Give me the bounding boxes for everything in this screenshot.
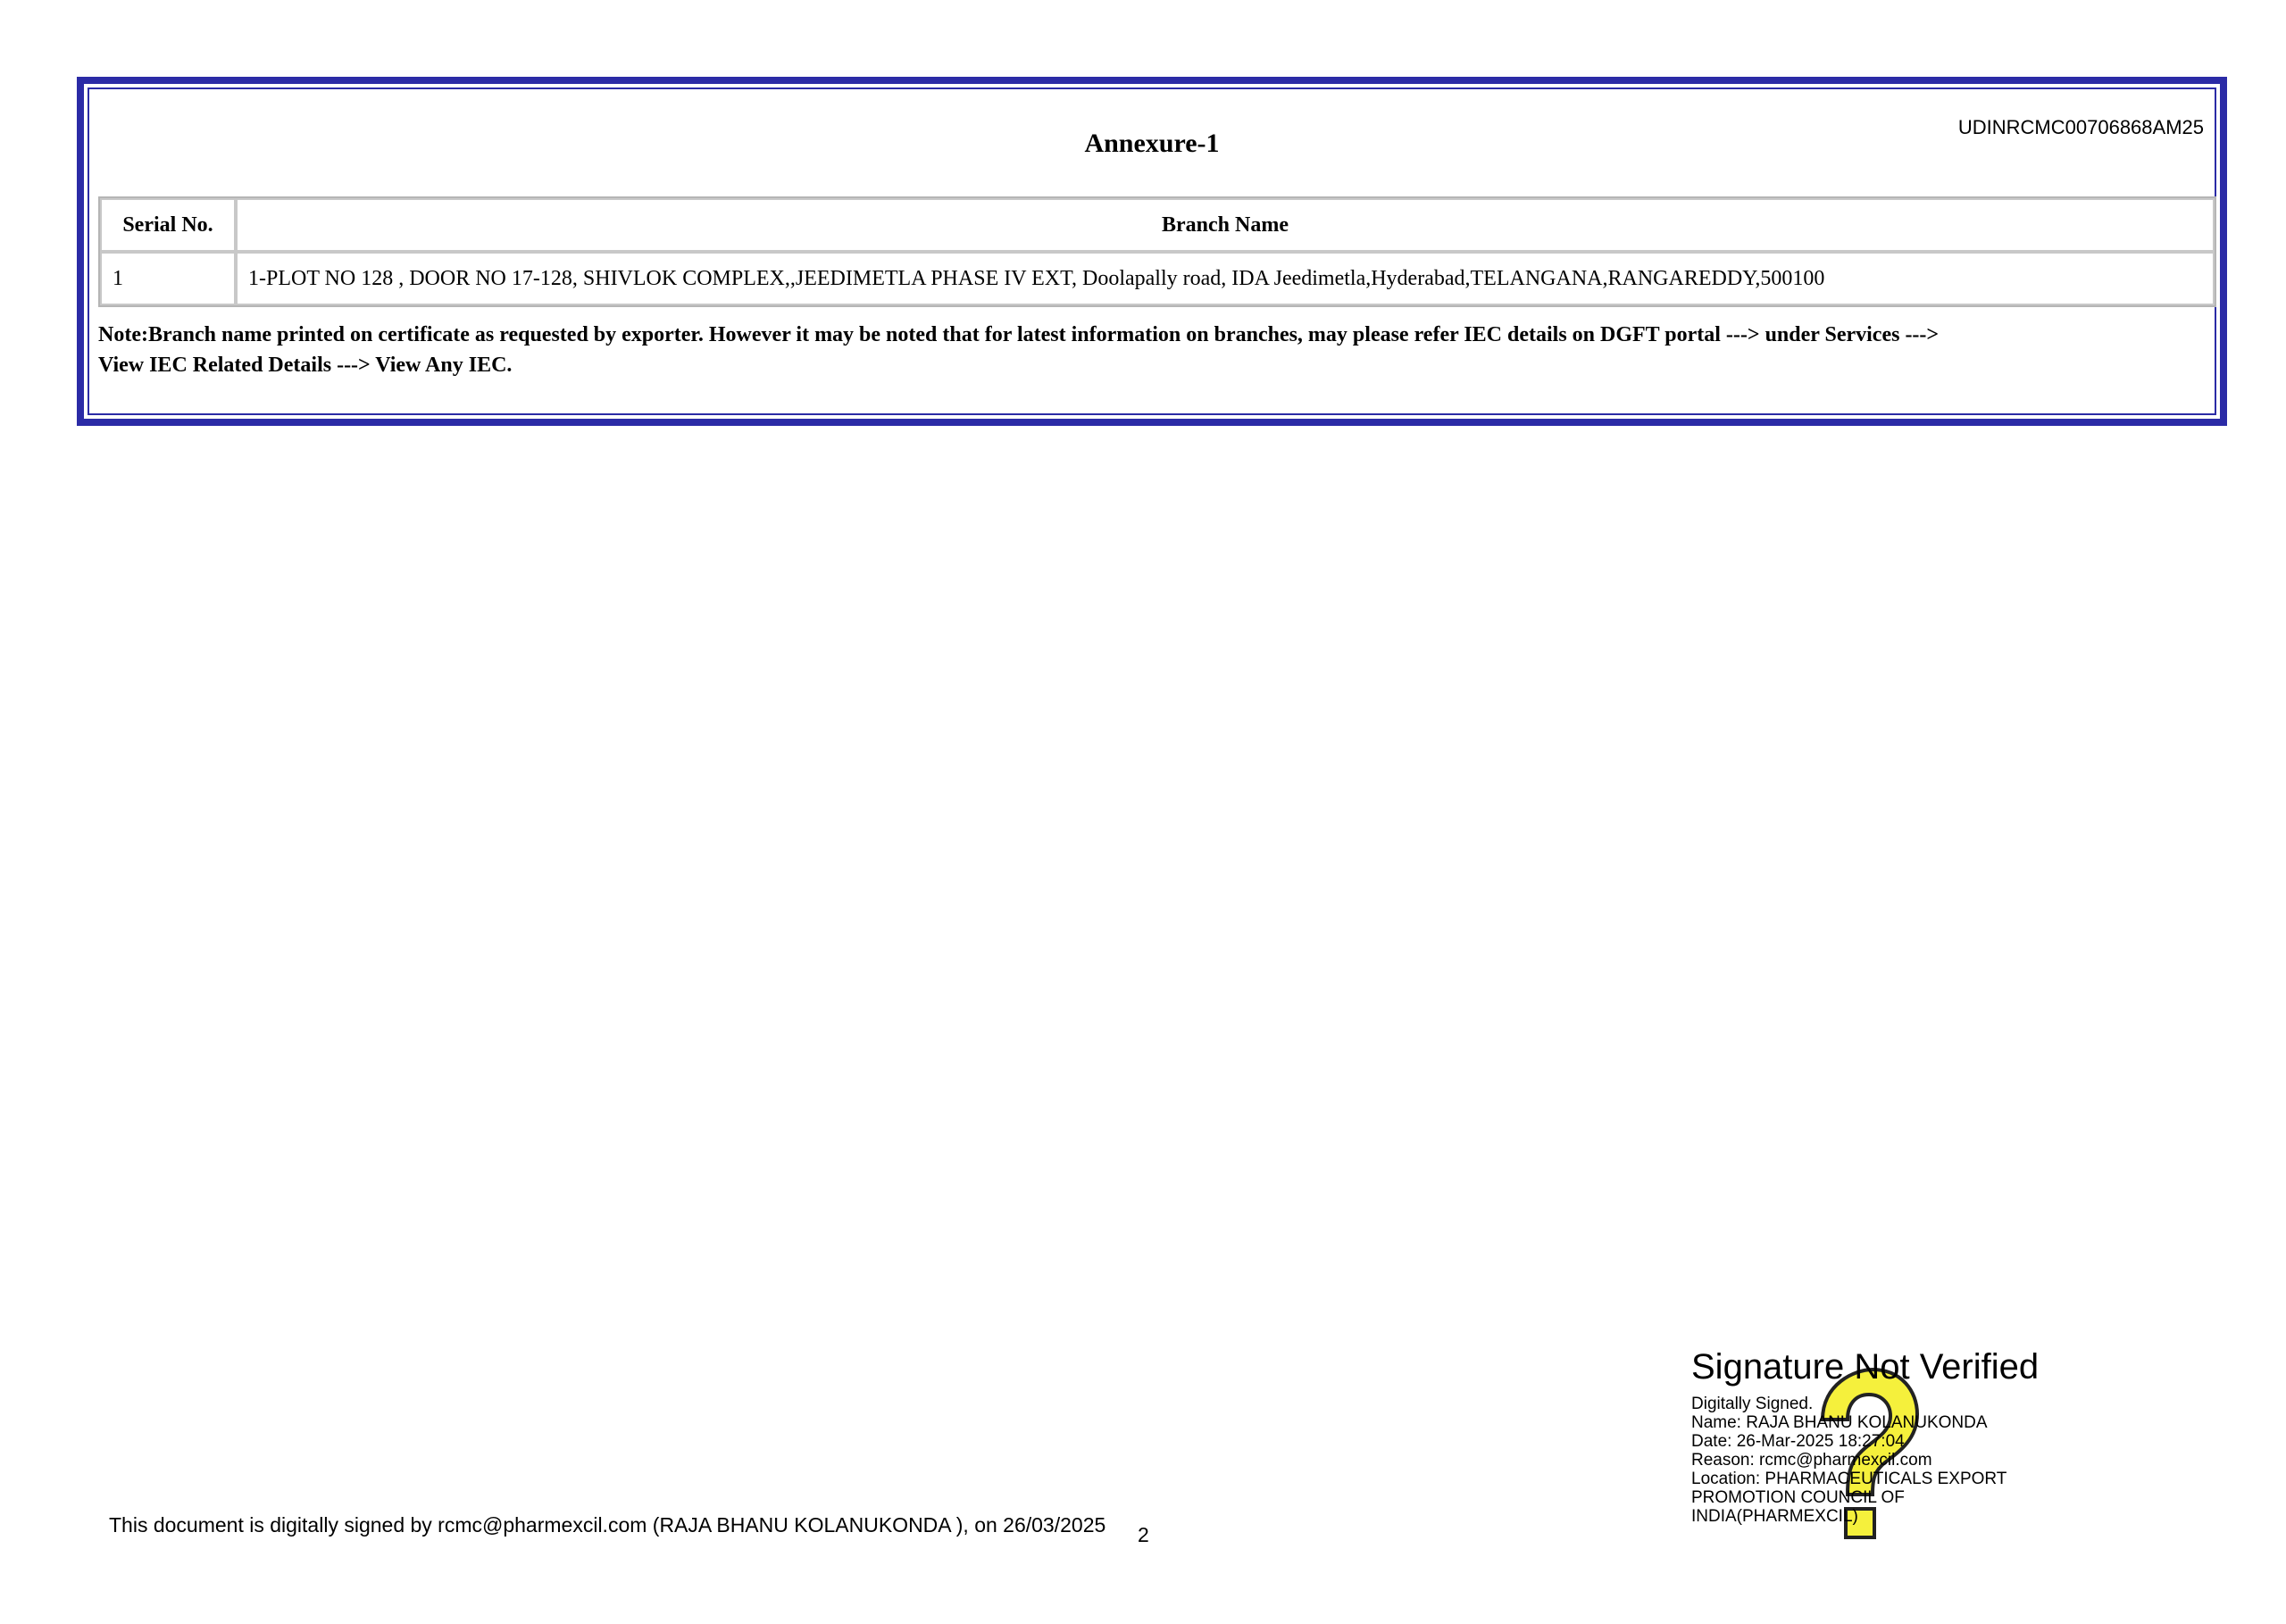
signature-status: Signature Not Verified <box>1691 1347 2040 1387</box>
annexure-frame-inner <box>88 87 2216 415</box>
cell-branch-name: 1-PLOT NO 128 , DOOR NO 17-128, SHIVLOK COMPLEX,,JEEDIMETLA PHASE IV EXT, Doolapally road, IDA Jeedimetla,Hyderabad,TELANGANA,RANGAREDDY,500100 <box>236 252 2215 305</box>
page-number: 2 <box>1138 1523 1149 1546</box>
udin-number: UDINRCMC00706868AM25 <box>1957 116 2204 138</box>
signature-line: Name: RAJA BHANU KOLANUKONDA <box>1691 1413 1988 1432</box>
table-row <box>100 252 2215 305</box>
branch-table <box>98 196 2216 307</box>
signature-line: PROMOTION COUNCIL OF <box>1691 1488 1905 1507</box>
signature-line: Digitally Signed. <box>1691 1395 1814 1413</box>
table-header-row <box>100 198 2215 252</box>
signature-line: Date: 26-Mar-2025 18:27:04 <box>1691 1432 1905 1451</box>
annexure-frame <box>77 77 2227 426</box>
header-serial-no: Serial No. <box>100 198 236 252</box>
signature-line: Reason: rcmc@pharmexcil.com <box>1691 1451 1932 1470</box>
signature-line: Location: PHARMACEUTICALS EXPORT <box>1691 1470 2007 1488</box>
digital-signature-footer: This document is digitally signed by rcmc@pharmexcil.com (RAJA BHANU KOLANUKONDA ), on 26/03/2025 <box>109 1513 1106 1537</box>
signature-block <box>1691 1346 2156 1552</box>
branch-note <box>98 320 2206 380</box>
note-line-1: Note:Branch name printed on certificate as requested by exporter. However it may be noted that for latest information on branches, may please refer IEC details on DGFT portal ---> under Services ---> <box>98 323 1940 346</box>
cell-serial: 1 <box>100 252 236 305</box>
signature-line: INDIA(PHARMEXCIL) <box>1691 1507 1858 1526</box>
signature-details <box>1691 1395 2156 1526</box>
note-line-2: View IEC Related Details ---> View Any IEC. <box>98 354 513 377</box>
document-title: Annexure-1 <box>1084 129 1220 158</box>
header-branch-name: Branch Name <box>236 198 2215 252</box>
